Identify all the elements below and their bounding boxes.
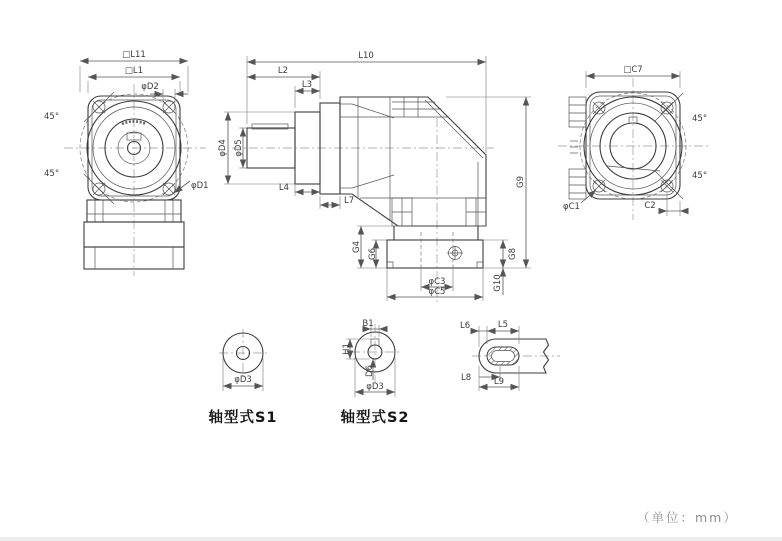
dim-label-c2: C2 [644, 201, 656, 211]
shaft-s1-caption: 轴型式S1 [208, 410, 278, 426]
dim-label-l5: L5 [497, 320, 509, 330]
dim-label-l2: L2 [277, 66, 289, 76]
rear-angle-label-top: 45° [692, 114, 708, 124]
dim-label-c3: φC3 [428, 277, 446, 287]
angle-label-bottom: 45° [44, 169, 60, 179]
dim-label-s2-d3: φD3 [366, 382, 384, 392]
front-flange-side [320, 103, 340, 194]
dim-label-l9: L9 [493, 377, 505, 387]
housing-outline [340, 97, 486, 226]
shaft-s2-caption: 轴型式S2 [340, 410, 410, 426]
dim-label-g6: G6 [368, 248, 378, 260]
dim-label-c5: φC5 [428, 287, 446, 297]
dim-label-l4: L4 [278, 183, 289, 193]
dim-label-g8: G8 [508, 248, 518, 260]
dim-label-d6: D6 [365, 365, 375, 377]
side-tabs [569, 97, 586, 199]
dim-label-l8: L8 [461, 373, 472, 383]
dim-label-c1: φC1 [563, 202, 580, 212]
dim-label-l1: □L1 [124, 66, 144, 76]
dim-label-d4: φD4 [218, 139, 228, 157]
dim-label-g9: G9 [516, 176, 526, 188]
dim-label-b1: B1 [362, 319, 374, 329]
dim-label-s1-d3: φD3 [234, 375, 252, 385]
dim-label-d1: φD1 [191, 181, 209, 191]
rear-angle-label-bottom: 45° [692, 171, 708, 181]
front-view [44, 50, 209, 276]
unit-note: （单位：mm） [637, 510, 738, 525]
side-view [218, 51, 531, 302]
keyway-detail [460, 320, 560, 391]
dim-label-l6: L6 [460, 321, 471, 331]
bottom-divider [0, 537, 782, 541]
shaft-s2-detail [340, 319, 409, 426]
dim-label-l10: L10 [358, 51, 374, 61]
dim-label-h1: H1 [342, 343, 352, 355]
dim-label-c7: □C7 [623, 65, 643, 75]
shaft-s1-detail [208, 329, 277, 426]
output-flange [387, 240, 483, 268]
rear-view [558, 65, 708, 220]
dim-label-l3: L3 [301, 80, 313, 90]
angle-label-top: 45° [44, 112, 60, 122]
dim-label-g10: G10 [493, 274, 503, 292]
dim-label-g4: G4 [352, 241, 362, 253]
dim-label-d2: φD2 [141, 82, 159, 92]
dim-label-l7: L7 [344, 196, 355, 206]
dim-label-l11: □L11 [122, 50, 146, 60]
dim-label-d5: φD5 [234, 139, 244, 157]
